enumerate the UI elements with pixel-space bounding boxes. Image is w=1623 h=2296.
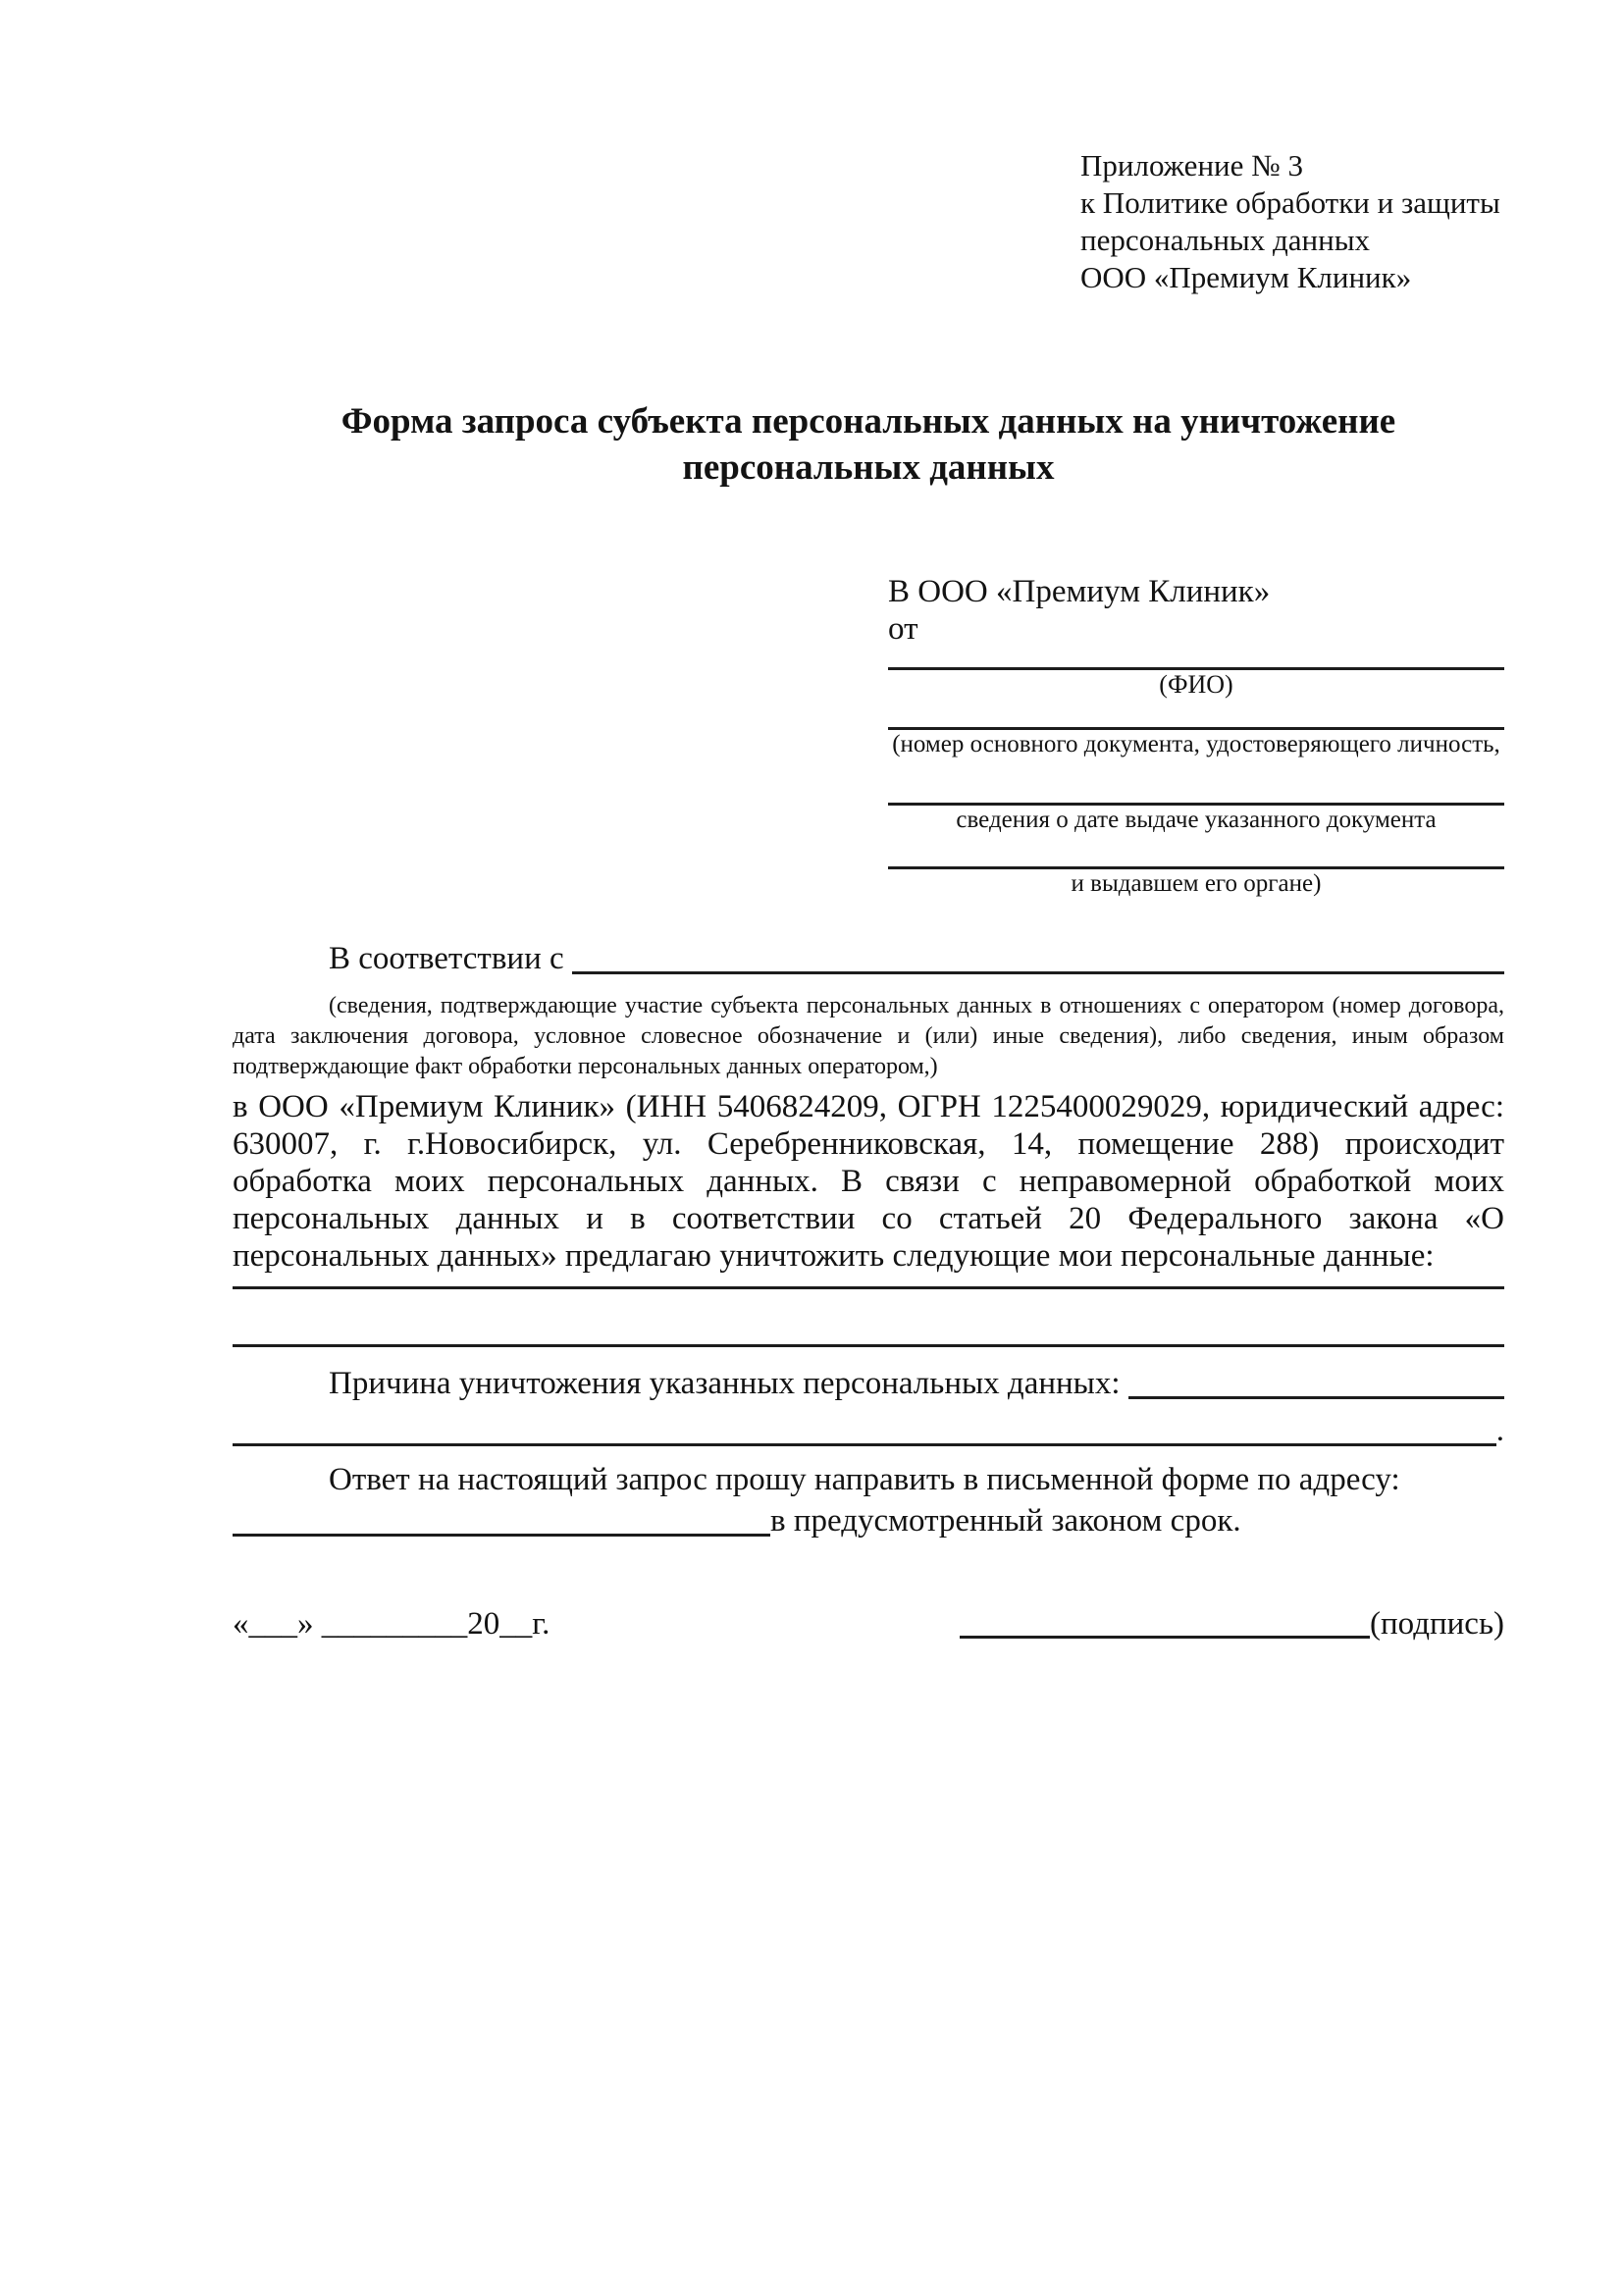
issuing-authority-blank-line: [888, 835, 1504, 869]
response-suffix: в предусмотренный законом срок.: [770, 1503, 1241, 1539]
signature-caption: (подпись): [1370, 1606, 1504, 1642]
date-blank: «___» _________20__г.: [233, 1606, 550, 1642]
date-signature-row: [233, 1602, 1504, 1645]
document-content: [233, 0, 1504, 1645]
fio-caption: (ФИО): [1159, 670, 1233, 699]
reason-continuation-blank-line: [233, 1410, 1496, 1446]
accordance-prefix: В соответствии с: [329, 941, 564, 976]
reason-label: Причина уничтожения указанных персональных данных:: [329, 1366, 1121, 1401]
issue-date-caption: сведения о дате выдаче указанного документа: [956, 807, 1437, 833]
main-paragraph: в ООО «Премиум Клиник» (ИНН 5406824209, ОГРН 1225400029029, юридический адрес: 630007, г. г.Новосибирск, ул. Серебренниковская, 14, помещение 288) происходит обработка моих персональных данных. В связи с неправомерной обработкой моих персональных данных и в соответствии со статьей 20 Федерального закона «О персональных данных» предлагаю уничтожить следующие мои персональные данные:: [233, 1089, 1504, 1274]
appendix-line: ООО «Премиум Клиник»: [1080, 260, 1412, 294]
reason-blank-line: [1128, 1363, 1504, 1399]
appendix-line: Приложение № 3: [1080, 148, 1303, 183]
fio-blank-line: [888, 648, 1504, 670]
document-number-blank-line: [888, 700, 1504, 730]
response-address-row: [233, 1500, 1504, 1541]
accordance-row: [233, 938, 1504, 979]
fio-field: [888, 648, 1504, 700]
fine-print-note: (сведения, подтверждающие участие субъекта персональных данных в отношениях с оператором (номер договора, дата заключения договора, условное словесное обозначение и (или) иные сведения), либо сведения, иным образом подтверждающие факт обработки персональных данных оператором,): [233, 993, 1504, 1079]
document-number-caption: (номер основного документа, удостоверяющего личность,: [892, 731, 1500, 757]
issuing-authority-caption: и выдавшем его органе): [1071, 870, 1322, 897]
appendix-line: персональных данных: [1080, 223, 1371, 257]
address-blank-line: [233, 1500, 770, 1537]
signature-group: [960, 1602, 1504, 1645]
accordance-blank-line: [572, 938, 1504, 974]
reason-continuation-row: [233, 1410, 1504, 1451]
data-list-blank-line: [233, 1286, 1504, 1289]
document-number-field: [888, 700, 1504, 759]
response-request-paragraph: Ответ на настоящий запрос прошу направить в письменной форме по адресу:: [329, 1462, 1400, 1497]
appendix-line: к Политике обработки и защиты: [1080, 185, 1500, 220]
document-title: Форма запроса субъекта персональных данных на уничтожение персональных данных: [340, 401, 1396, 488]
issue-date-blank-line: [888, 759, 1504, 806]
addressee-block: [888, 573, 1504, 899]
addressee-from-label: от: [888, 611, 918, 647]
data-list-blank-line: [233, 1344, 1504, 1347]
reason-row: [233, 1363, 1504, 1404]
signature-blank-line: [960, 1636, 1370, 1639]
issuing-authority-field: [888, 835, 1504, 899]
reason-line-terminator: .: [1495, 1413, 1504, 1448]
addressee-to: В ООО «Премиум Клиник»: [888, 574, 1271, 609]
issue-date-field: [888, 759, 1504, 835]
appendix-header: [1080, 147, 1504, 296]
